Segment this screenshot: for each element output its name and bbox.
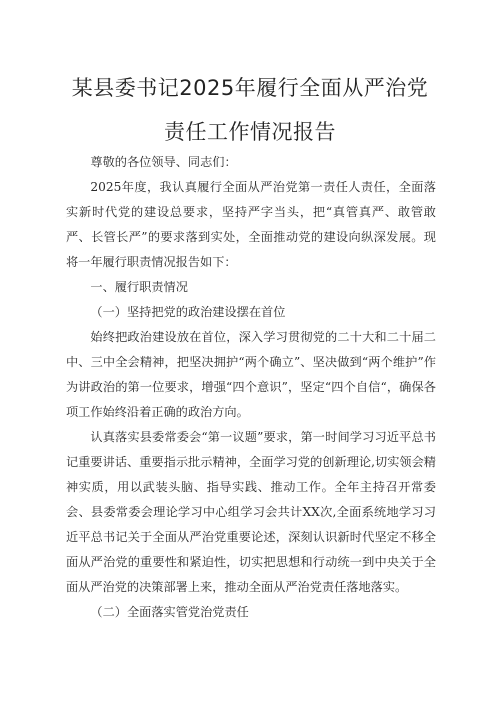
document-title-line2: 责任工作情况报告 [164, 120, 336, 144]
document-title-line1: 某县委书记2025年履行全面从严治党 [71, 76, 429, 100]
paragraph-2: 认真落实县委常委会“第一议题”要求，第一时间学习习近平总书记重要讲话、重要指示批示精神，全面学习党的创新理论,切实领会精神实质，用以武装头脑、指导实践、推动工作。全年主持召开常委会、县委常委会理论学习中心组学习会共计XX次,全面系统地学习习近平总书记关于全面从严治党重要论述，深刻认识新时代坚定不移全面从严治党的重要性和紧迫性，切实把思想和行动统一到中央关于全面从严治党的决策部署上来，推动全面从严治党责任落地落实。 [66, 430, 436, 594]
document-body [66, 150, 436, 625]
subsection-heading-2: （二）全面落实管党治党责任 [90, 605, 249, 619]
paragraph-1: 始终把政治建设放在首位，深入学习贯彻党的二十大和二十届二中、三中全会精神，把坚决拥护“两个确立”、坚决做到“两个维护”作为讲政治的第一位要求，增强“四个意识”，坚定“四个自信“，确保各项工作始终沿着正确的政治方向。 [66, 330, 436, 419]
salutation: 尊敬的各位领导、同志们： [90, 155, 237, 169]
section-heading-1: 一、履行职责情况 [90, 280, 188, 294]
subsection-heading-1: （一）坚持把党的政治建设摆在首位 [90, 305, 286, 319]
intro-paragraph: 2025年度，我认真履行全面从严治党第一责任人责任，全面落实新时代党的建设总要求，坚持严字当头，把“真管真严、敢管敢严、长管长严”的要求落到实处，全面推动党的建设向纵深发展。现将一年履行职责情况报告如下： [66, 180, 436, 269]
